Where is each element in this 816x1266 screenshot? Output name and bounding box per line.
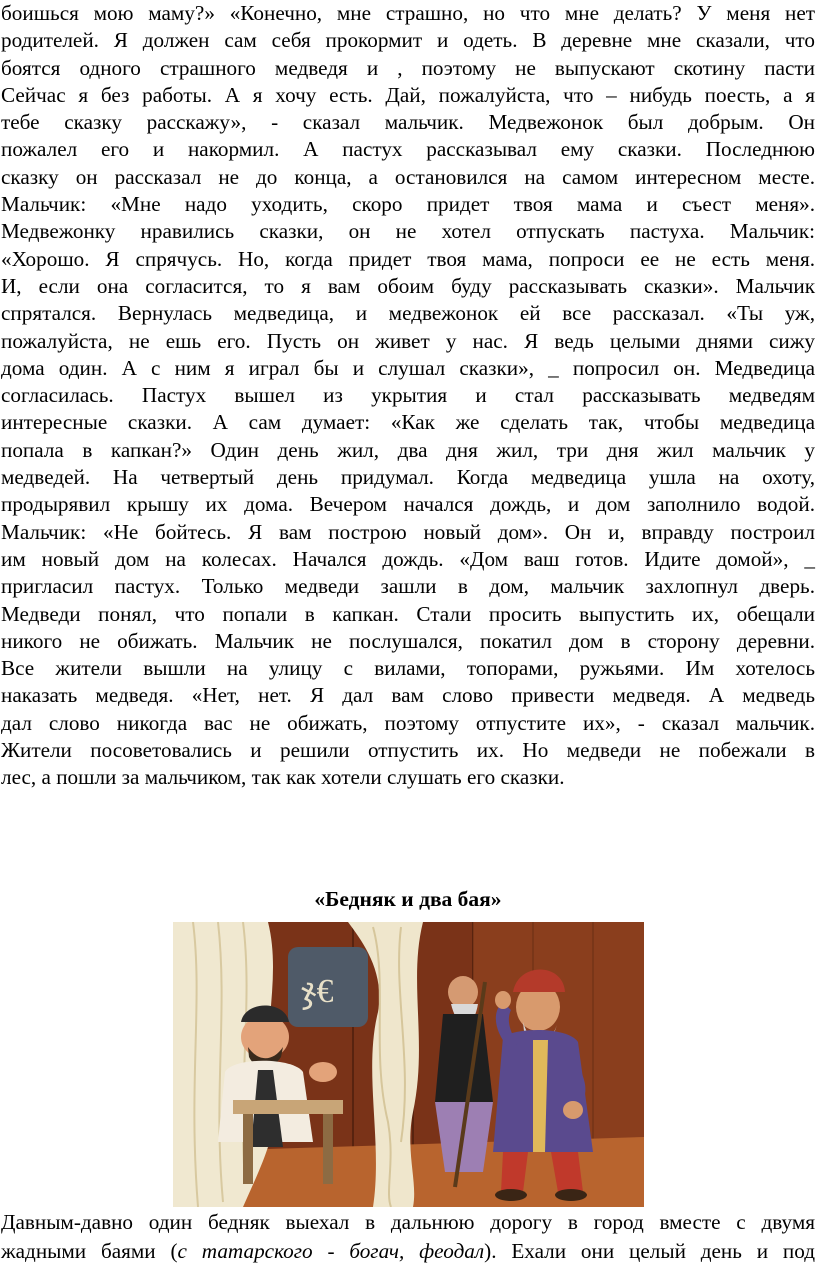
svg-text:ჯ€: ჯ€ xyxy=(301,973,334,1010)
paragraph-line: Медведи понял, что попали в капкан. Стали просить выпустить их, обещали xyxy=(1,601,815,626)
paragraph-line: И, если она согласится, то я вам обоим буду рассказывать сказки». Мальчик xyxy=(1,273,815,298)
story-illustration xyxy=(173,922,644,1207)
paragraph-line: Мальчик: «Мне надо уходить, скоро придет твоя мама и съест меня». xyxy=(1,192,815,217)
paragraph-line: Сейчас я без работы. А я хочу есть. Дай, пожалуйста, что – нибудь поесть, а я xyxy=(1,82,815,107)
paragraph-line: боятся одного страшного медведя и , поэтому не выпускают скотину пасти xyxy=(1,55,815,80)
story-intro xyxy=(0,1208,816,1266)
paragraph-line: тебе сказку расскажу», - сказал мальчик. Медвежонок был добрым. Он xyxy=(1,110,815,135)
paragraph-line: попала в капкан?» Один день жил, два дня жил, три дня жил мальчик у xyxy=(1,437,815,462)
paragraph-line: Медвежонку нравились сказки, он не хотел отпускать пастуха. Мальчик: xyxy=(1,219,815,244)
paragraph-line: пожалел его и накормил. А пастух рассказывал ему сказки. Последнюю xyxy=(1,137,815,162)
paragraph-line: Мальчик: «Не бойтесь. Я вам построю новый дом». Он и, вправду построил xyxy=(1,519,815,544)
paragraph-line: «Хорошо. Я спрячусь. Но, когда придет твоя мама, попроси ее не есть меня. xyxy=(1,246,815,271)
paragraph-line: Жители посоветовались и решили отпустить их. Но медведи не побежали в xyxy=(1,738,815,763)
intro-translation-note: с татарского - богач, феодал xyxy=(177,1239,485,1263)
paragraph-line: медведей. На четвертый день придумал. Когда медведица ушла на охоту, xyxy=(1,465,815,490)
paragraph-line: никого не обижать. Мальчик не послушался, покатил дом в сторону деревни. xyxy=(1,628,815,653)
intro-line-2-start: жадными баями ( xyxy=(1,1239,178,1263)
paragraph-line: родителей. Я должен сам себя прокормит и одеть. В деревне мне сказали, что xyxy=(1,28,815,53)
paragraph-line: сказку он рассказал не до конца, а остановился на самом интересном месте. xyxy=(1,164,815,189)
intro-line-2 xyxy=(0,1237,816,1266)
paragraph-line: дома один. А с ним я играл бы и слушал сказки», _ попросил он. Медведица xyxy=(1,355,815,380)
paragraph-line: пригласил пастух. Только медведи зашли в дом, мальчик захлопнул дверь. xyxy=(1,574,815,599)
story-title: «Бедняк и два бая» xyxy=(314,887,502,911)
paragraph-line: им новый дом на колесах. Начался дождь. «Дом ваш готов. Идите домой», _ xyxy=(1,546,815,571)
paragraph-line: согласилась. Пастух вышел из укрытия и стал рассказывать медведям xyxy=(1,383,815,408)
paragraph-line: Все жители вышли на улицу с вилами, топорами, ружьями. Им хотелось xyxy=(1,656,815,681)
paragraph-line: боишься мою маму?» «Конечно, мне страшно, но что мне делать? У меня нет xyxy=(1,1,815,25)
intro-line-2-end: ). Ехали они целый день и под xyxy=(484,1239,816,1263)
illustration-image xyxy=(173,922,644,1207)
paragraph-line: спрятался. Вернулась медведица, и медвежонок ей все рассказал. «Ты уж, xyxy=(1,301,815,326)
paragraph-line: интересные сказки. А сам думает: «Как же сделать так, чтобы медведица xyxy=(1,410,815,435)
paragraph-line: продырявил крышу их дома. Вечером начался дождь, и дом заполнило водой. xyxy=(1,492,815,517)
intro-line-1: Давным-давно один бедняк выехал в дальнюю дорогу в город вместе с двумя xyxy=(1,1210,815,1234)
paragraph-line: дал слово никогда вас не обижать, поэтому отпустите их», - сказал мальчик. xyxy=(1,710,815,735)
paragraph-line: наказать медведя. «Нет, нет. Я дал вам слово привести медведя. А медведь xyxy=(1,683,815,708)
paragraph-line: пожалуйста, не ешь его. Пусть он живет у нас. Я ведь целыми днями сижу xyxy=(1,328,815,353)
paragraph-line: лес, а пошли за мальчиком, так как хотели слушать его сказки. xyxy=(1,765,565,790)
